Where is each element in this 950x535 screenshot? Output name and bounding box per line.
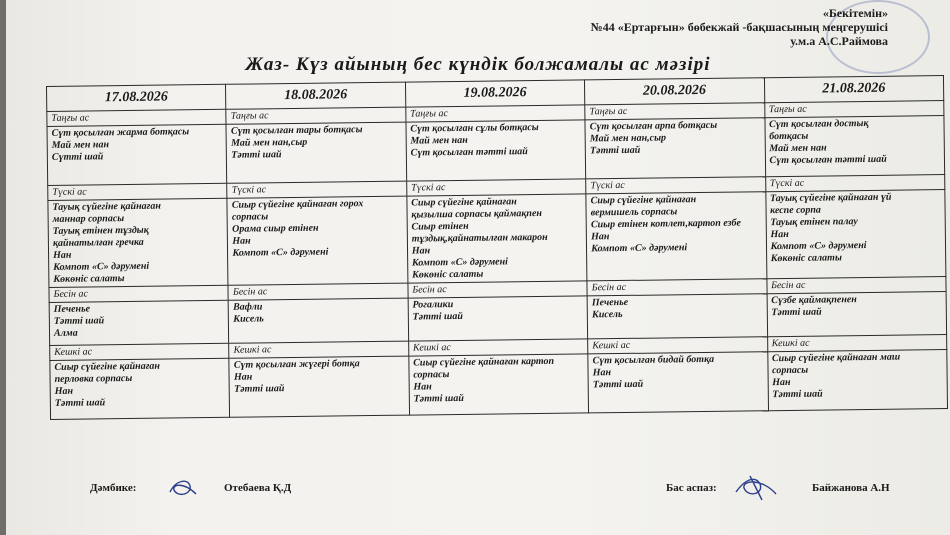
- menu-item: маннар сорпасы: [52, 213, 125, 225]
- menu-item: вермишель сорпасы: [590, 206, 678, 219]
- menu-item: Май мен нан: [51, 139, 110, 151]
- menu-item: Сиыр сүйегіне қайнаған: [590, 194, 697, 207]
- menu-item: Сүт қосылған тәтті шай: [410, 146, 528, 159]
- menu-item: Печенье: [591, 296, 629, 309]
- menu-item: Сиыр етінен: [411, 220, 469, 233]
- menu-item: Тәтті шай: [54, 397, 106, 409]
- lunch-label: Түскі ас: [227, 181, 407, 198]
- menu-item: ботқасы: [769, 130, 809, 143]
- menu-item: Сиыр сүйегіне қайнаған горох: [231, 198, 364, 211]
- dinner-label: Кешкі ас: [588, 337, 768, 354]
- chef-label: Бас аспаз:: [666, 482, 717, 494]
- menu-item: Тауық сүйегіне қайнаған: [52, 200, 161, 213]
- menu-item: Нан: [232, 235, 251, 247]
- menu-item: Сүт қосылған жарма ботқасы: [51, 126, 190, 139]
- menu-table: [46, 75, 948, 420]
- snack-label: Бесін ас: [49, 285, 229, 302]
- lunch-menu-cell: [407, 194, 587, 283]
- menu-item: Көкөніс салаты: [53, 273, 125, 285]
- menu-item: Май мен нан,сыр: [231, 136, 308, 149]
- menu-item: Тауық етінен тұздық: [52, 224, 149, 237]
- menu-body: [47, 101, 948, 420]
- menu-item: Сүт қосылған тәтті шай: [769, 153, 887, 167]
- menu-item: Компот «С» дәрумені: [770, 239, 867, 253]
- approval-name: у.м.а А.С.Раймова: [790, 34, 888, 48]
- breakfast-label: Таңғы ас: [585, 103, 765, 120]
- menu-item: Тәтті шай: [592, 378, 644, 391]
- menu-item: Нан: [53, 249, 72, 261]
- menu-item: Май мен нан: [410, 134, 468, 147]
- menu-item: кеспе сорпа: [770, 204, 821, 217]
- menu-item: сорпасы: [772, 364, 809, 377]
- menu-item: Компот «С» дәрумені: [411, 256, 509, 269]
- menu-item: Сүзбе қаймақпенен: [771, 294, 857, 307]
- dinner-menu-cell: [409, 354, 589, 415]
- menu-item: Сүт қосылған бидай ботқа: [592, 353, 715, 367]
- menu-item: Орама сиыр етінен: [232, 222, 319, 235]
- menu-item: Компот «С» дәрумені: [232, 246, 329, 259]
- snack-menu-cell: [767, 292, 947, 337]
- menu-item: Кисель: [233, 313, 264, 325]
- menu-item: Тауық етінен палау: [770, 216, 858, 229]
- menu-item: Сиыр сүйегіне қайнаған: [54, 360, 160, 373]
- dinner-label: Кешкі ас: [50, 343, 230, 360]
- menu-item: Вафли: [233, 301, 263, 313]
- menu-item: Компот «С» дәрумені: [591, 242, 688, 255]
- breakfast-label: Таңғы ас: [47, 109, 227, 126]
- menu-item: Печенье: [53, 303, 91, 315]
- menu-item: Тәтті шай: [53, 315, 105, 327]
- lunch-label: Түскі ас: [765, 175, 945, 192]
- date-header: 19.08.2026: [405, 80, 585, 107]
- lunch-menu-row: [48, 190, 946, 288]
- lunch-menu-cell: [586, 192, 766, 281]
- menu-item: сорпасы: [231, 211, 269, 223]
- menu-item: Нан: [772, 376, 791, 389]
- menu-item: Сүт қосылған жүгері ботқа: [233, 358, 360, 371]
- menu-item: Тәтті шай: [772, 388, 823, 401]
- menu-item: Сүт қосылған достық: [769, 117, 869, 131]
- snack-label: Бесін ас: [587, 279, 767, 296]
- chef-signature: [732, 472, 782, 502]
- lunch-menu-cell: [765, 190, 945, 279]
- menu-item: Май мен нан,сыр: [589, 132, 667, 145]
- dinner-menu-row: [50, 350, 948, 420]
- menu-item: Тауық сүйегіне қайнаған үй: [769, 191, 892, 205]
- menu-item: Тәтті шай: [771, 306, 822, 319]
- snack-menu-cell: [408, 296, 588, 341]
- cook-name: Отебаева Қ.Д: [224, 482, 292, 494]
- menu-item: Нан: [592, 367, 612, 379]
- menu-item: перловка сорпасы: [54, 372, 133, 385]
- menu-item: Рогалики: [412, 299, 454, 311]
- snack-menu-cell: [49, 300, 229, 345]
- menu-item: Сүтті шай: [51, 151, 104, 163]
- menu-item: Тәтті шай: [231, 149, 282, 161]
- cook-signature: [166, 476, 200, 500]
- snack-label: Бесін ас: [766, 277, 946, 294]
- breakfast-menu-cell: [226, 122, 406, 183]
- menu-item: Май мен нан: [769, 142, 827, 155]
- dinner-label: Кешкі ас: [408, 339, 588, 356]
- menu-item: Компот «С» дәрумені: [53, 260, 150, 273]
- menu-item: Тәтті шай: [412, 310, 463, 323]
- menu-item: Тәтті шай: [234, 383, 285, 395]
- date-header: 17.08.2026: [47, 84, 227, 111]
- menu-item: Нан: [411, 245, 431, 257]
- snack-label: Бесін ас: [408, 281, 588, 298]
- menu-item: Тәтті шай: [589, 144, 641, 157]
- snack-label: Бесін ас: [228, 283, 408, 300]
- menu-item: қайнатылған гречка: [52, 236, 144, 249]
- page-title: Жаз- Күз айының бес күндік болжамалы ас мәзірі: [245, 54, 711, 75]
- date-header: 18.08.2026: [226, 82, 406, 109]
- dinner-label: Кешкі ас: [229, 341, 409, 358]
- menu-item: Нан: [590, 231, 610, 243]
- menu-document: [6, 0, 950, 535]
- dinner-menu-cell: [50, 358, 230, 419]
- cook-label: Дәмбике:: [90, 482, 137, 494]
- snack-menu-cell: [587, 294, 767, 339]
- menu-item: Сүт қосылған арпа ботқасы: [589, 119, 718, 133]
- menu-item: қызылша сорпасы қаймақпен: [411, 207, 542, 221]
- breakfast-menu-cell: [585, 118, 765, 179]
- menu-item: Сүт қосылған сұлы ботқасы: [410, 121, 539, 135]
- breakfast-menu-row: [47, 116, 945, 186]
- lunch-label: Түскі ас: [48, 183, 228, 200]
- breakfast-label: Таңғы ас: [406, 105, 586, 122]
- menu-item: Сиыр сүйегіне қайнаған: [411, 196, 517, 209]
- menu-item: Көкөніс салаты: [770, 252, 842, 265]
- breakfast-label: Таңғы ас: [764, 101, 944, 118]
- dinner-menu-cell: [229, 356, 409, 417]
- breakfast-menu-cell: [47, 124, 227, 185]
- menu-item: Тәтті шай: [413, 392, 464, 405]
- menu-item: Көкөніс салаты: [412, 268, 484, 281]
- menu-item: Сиыр сүйегіне қайнаған картоп: [413, 355, 555, 369]
- menu-item: Сиыр етінен котлет,картоп езбе: [590, 217, 742, 231]
- lunch-label: Түскі ас: [586, 177, 766, 194]
- dinner-label: Кешкі ас: [767, 335, 947, 352]
- lunch-menu-cell: [227, 196, 407, 285]
- approval-position: №44 «Ертарғын» бөбекжай -бақшасының меңгерушісі: [590, 20, 888, 34]
- lunch-menu-cell: [48, 198, 228, 287]
- dinner-menu-cell: [767, 350, 947, 411]
- menu-item: тұздық,қайнатылған макарон: [411, 231, 548, 245]
- menu-item: Нан: [54, 385, 74, 397]
- approval-title: «Бекітемін»: [822, 6, 888, 20]
- date-header: 20.08.2026: [585, 78, 765, 105]
- menu-item: Сиыр сүйегіне қайнаған маш: [771, 351, 901, 365]
- breakfast-menu-cell: [765, 116, 945, 177]
- menu-item: Алма: [53, 327, 78, 339]
- date-header: 21.08.2026: [764, 76, 944, 103]
- menu-item: Нан: [770, 228, 789, 241]
- breakfast-menu-cell: [406, 120, 586, 181]
- menu-item: Нан: [233, 371, 253, 383]
- snack-menu-cell: [229, 298, 409, 343]
- menu-item: Сүт қосылған тары ботқасы: [230, 124, 363, 137]
- dinner-menu-cell: [588, 352, 768, 413]
- menu-item: сорпасы: [413, 369, 450, 381]
- breakfast-label: Таңғы ас: [226, 107, 406, 124]
- approval-block: [591, 6, 888, 48]
- menu-item: Кисель: [591, 308, 623, 321]
- menu-item: Нан: [413, 381, 432, 393]
- chef-name: Байжанова А.Н: [812, 482, 890, 494]
- lunch-label: Түскі ас: [406, 179, 586, 196]
